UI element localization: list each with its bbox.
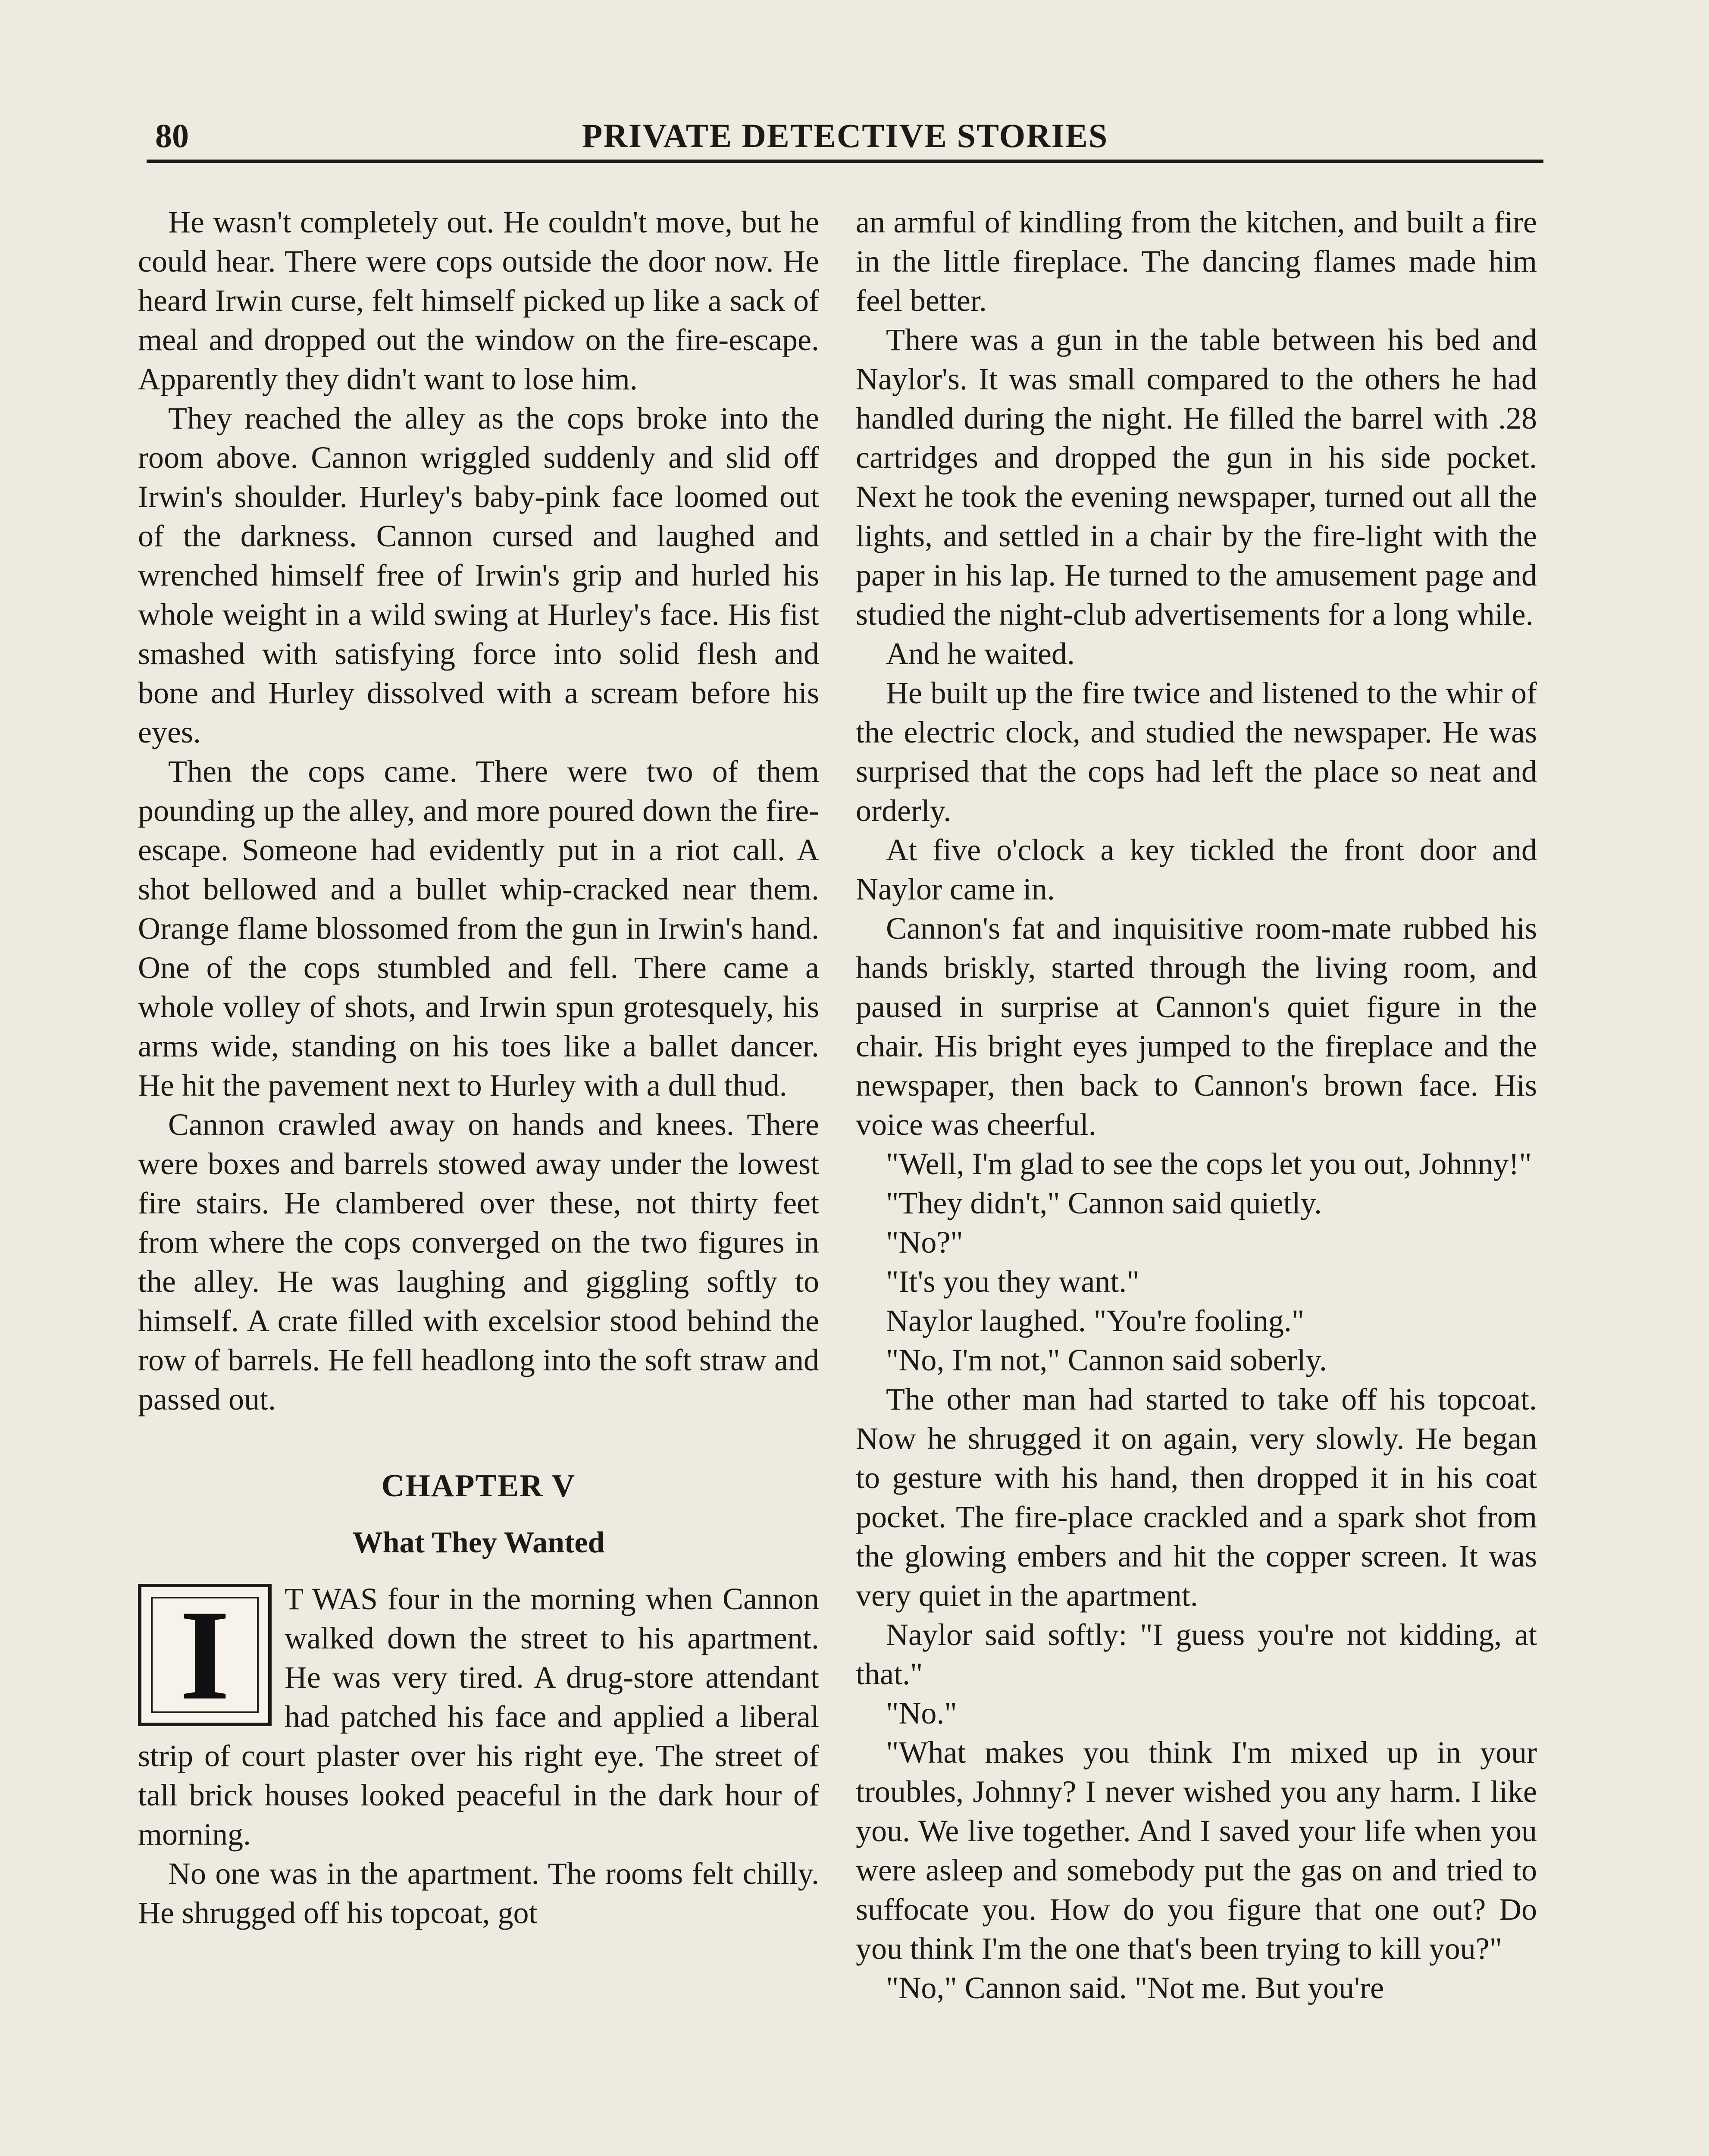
paragraph: He built up the fire twice and listened to the whir of the electric clock, and studied the newspaper. He was surprised that the cops had left the place so neat and orderly. (856, 676, 1537, 828)
paragraph: The other man had started to take off his topcoat. Now he shrugged it on again, very slowly. He began to gesture with his hand, then dropped it in his coat pocket. The fire-place crackled and a spark shot from the glowing embers and hit the copper screen. It was very quiet in the apartment. (856, 1382, 1537, 1613)
dialogue-line: "No, I'm not," Cannon said soberly. (886, 1343, 1327, 1377)
dialogue-line: "Well, I'm glad to see the cops let you out, Johnny!" (886, 1147, 1532, 1181)
paragraph: He wasn't completely out. He couldn't move, but he could hear. There were cops outside the door now. He heard Irwin curse, felt himself picked up like a sack of meal and dropped out the window on the fire-escape. Apparently they didn't want to lose him. (138, 205, 819, 396)
dialogue-line: "They didn't," Cannon said quietly. (886, 1186, 1322, 1220)
paragraph: They reached the alley as the cops broke into the room above. Cannon wriggled suddenly and slid off Irwin's shoulder. Hurley's baby-pink face loomed out of the darkness. Cannon cursed and laughed and wrenched himself free of Irwin's grip and hurled his whole weight in a wild swing at Hurley's face. His fist smashed with satisfying force into solid flesh and bone and Hurley dissolved with a scream before his eyes. (138, 401, 819, 749)
dialogue-line: "No?" (886, 1225, 963, 1260)
paragraph: No one was in the apartment. The rooms felt chilly. He shrugged off his topcoat, got (138, 1856, 819, 1930)
drop-cap-letter: I (179, 1583, 230, 1727)
paragraph: Cannon's fat and inquisitive room-mate rubbed his hands briskly, started through the living room, and paused in surprise at Cannon's quiet figure in the chair. His bright eyes jumped to the fireplace and the newspaper, then back to Cannon's brown face. His voice was cheerful. (856, 911, 1537, 1142)
running-title: PRIVATE DETECTIVE STORIES (582, 117, 1108, 154)
dialogue-line: Naylor said softly: "I guess you're not kidding, at that." (856, 1617, 1537, 1691)
paragraph: Then the cops came. There were two of them pounding up the alley, and more poured down the fire-escape. Someone had evidently put in a riot call. A shot bellowed and a bullet whip-cracked near them. Orange flame blossomed from the gun in Irwin's hand. One of the cops stumbled and fell. There came a whole volley of shots, and Irwin spun grotesquely, his arms wide, standing on his toes like a ballet dancer. He hit the pavement next to Hurley with a dull thud. (138, 754, 819, 1103)
dialogue-line: "It's you they want." (886, 1264, 1139, 1299)
continued-paragraph: an armful of kindling from the kitchen, and built a fire in the little fireplace. The dancing flames made him feel better. (856, 205, 1537, 318)
paragraph: And he waited. (886, 636, 1075, 671)
chapter-heading: CHAPTER V (381, 1468, 576, 1504)
paragraph: Cannon crawled away on hands and knees. There were boxes and barrels stowed away under the lowest fire stairs. He clambered over these, not thirty feet from where the cops converged on the two figures in the alley. He was laughing and giggling softly to himself. A crate filled with excelsior stood behind the row of barrels. He fell headlong into the soft straw and passed out. (138, 1107, 819, 1416)
dialogue-line: Naylor laughed. "You're fooling." (886, 1304, 1305, 1338)
chapter-subtitle: What They Wanted (352, 1526, 605, 1559)
page-header (147, 108, 1543, 163)
left-column (138, 203, 819, 2156)
dialogue-line: "No." (886, 1696, 957, 1730)
dialogue-line: "No," Cannon said. "Not me. But you're (886, 1971, 1384, 2005)
page-number: 80 (155, 117, 189, 154)
paragraph: There was a gun in the table between his bed and Naylor's. It was small compared to the others he had handled during the night. He filled the barrel with .28 cartridges and dropped the gun in his side pocket. Next he took the evening newspaper, turned out all the lights, and settled in a chair by the fire-light with the paper in his lap. He turned to the amusement page and studied the night-club advertisements for a long while. (856, 323, 1537, 632)
right-column (856, 203, 1537, 2156)
drop-cap (138, 1584, 272, 1726)
chapter-opening-paragraph: T WAS four in the morning when Cannon walked down the street to his apartment. He was very tired. A drug-store attendant had patched his face and applied a liberal strip of court plaster over his right eye. The street of tall brick houses looked peaceful in the dark hour of morning. (138, 1582, 819, 1852)
paragraph: At five o'clock a key tickled the front door and Naylor came in. (856, 833, 1537, 906)
dialogue-line: "What makes you think I'm mixed up in your troubles, Johnny? I never wished you any harm. I like you. We live together. And I saved your life when you were asleep and somebody put the gas on and tried to suffocate you. How do you figure that one out? Do you think I'm the one that's been trying to kill you?" (856, 1735, 1537, 1966)
drop-cap-border-decoration (151, 1597, 259, 1713)
